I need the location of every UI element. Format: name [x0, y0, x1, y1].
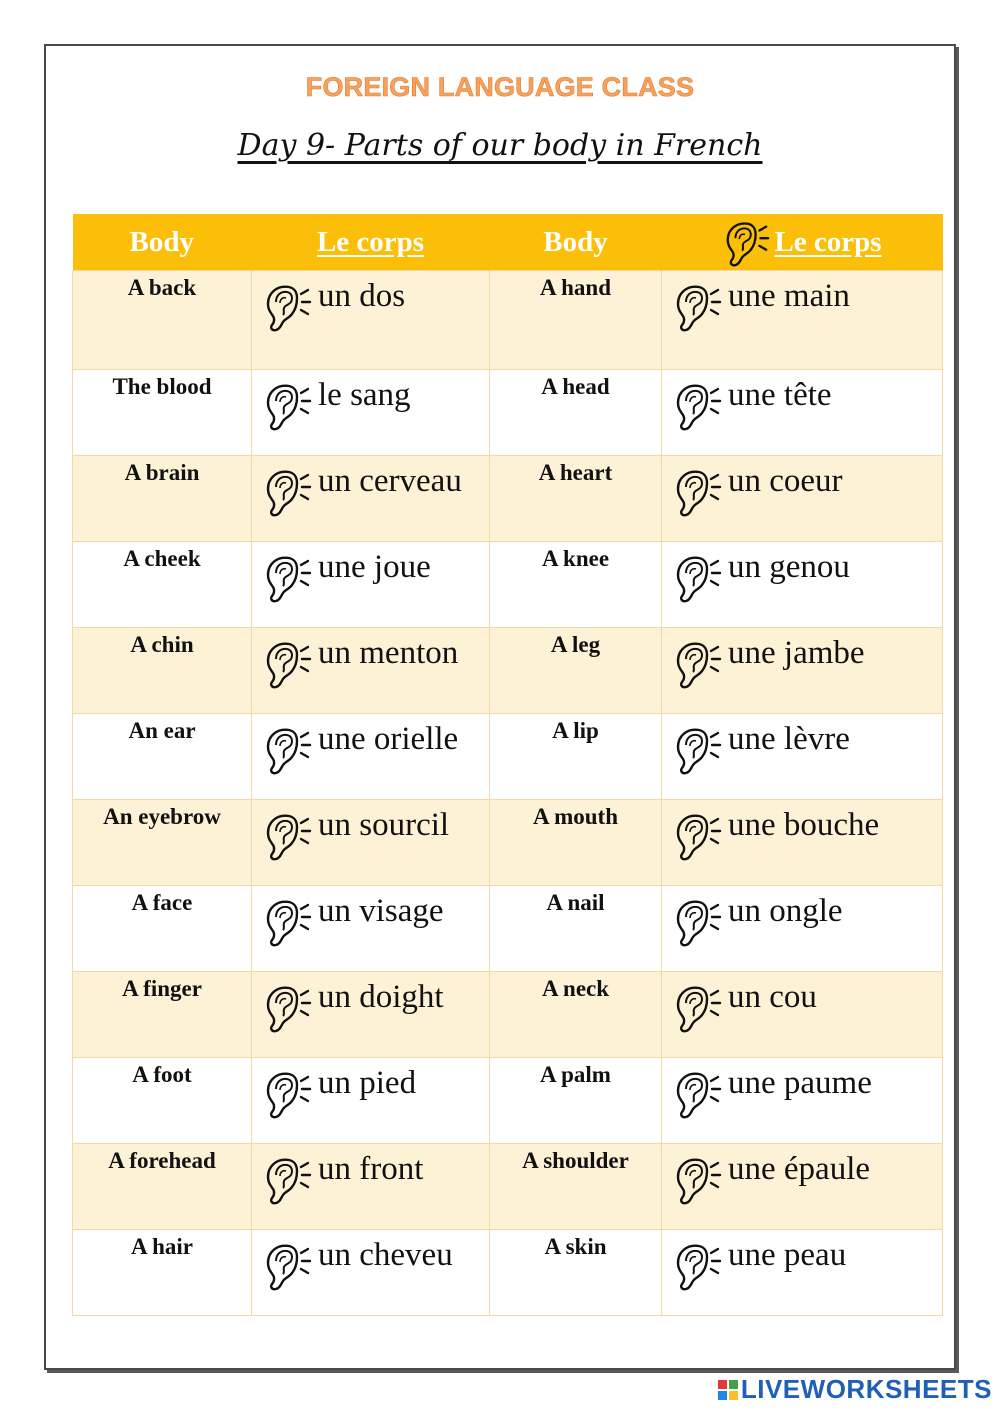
table-row [73, 1144, 943, 1230]
french-word-wrapper [662, 714, 942, 776]
french-word: une joue [318, 549, 431, 585]
ear-audio-icon[interactable] [262, 638, 312, 690]
english-word: A hair [73, 1230, 252, 1316]
ear-audio-icon[interactable] [262, 810, 312, 862]
french-word-cell [662, 1230, 943, 1316]
french-word-wrapper [662, 456, 942, 518]
french-word-cell [662, 542, 943, 628]
french-word: une orielle [318, 721, 459, 757]
ear-audio-icon[interactable] [672, 810, 722, 862]
ear-audio-icon[interactable] [262, 1068, 312, 1120]
ear-audio-icon[interactable] [722, 218, 770, 268]
french-word-wrapper [252, 886, 489, 948]
ear-audio-icon[interactable] [262, 1240, 312, 1292]
french-word-wrapper [252, 542, 489, 604]
french-word-cell [252, 271, 490, 370]
english-word: The blood [73, 370, 252, 456]
liveworksheets-logo [717, 1374, 992, 1405]
french-word-cell [662, 972, 943, 1058]
lesson-title-text: Day 9- Parts of our body in French [237, 128, 763, 163]
column-header-le-corps-1 [252, 214, 490, 271]
french-word-wrapper [252, 628, 489, 690]
french-word-wrapper [662, 886, 942, 948]
french-word-wrapper [252, 1144, 489, 1206]
french-word-cell [662, 886, 943, 972]
french-word: une paume [728, 1065, 872, 1101]
table-row [73, 800, 943, 886]
french-word: un doight [318, 979, 444, 1015]
english-word: A skin [490, 1230, 662, 1316]
lesson-title [0, 128, 1000, 163]
french-word: un sourcil [318, 807, 450, 843]
french-word-cell [252, 1144, 490, 1230]
french-word: une lèvre [728, 721, 850, 757]
english-word: A chin [73, 628, 252, 714]
french-word-cell [252, 370, 490, 456]
french-word-wrapper [252, 456, 489, 518]
table-row [73, 714, 943, 800]
french-word: un cheveu [318, 1237, 453, 1273]
english-word: A knee [490, 542, 662, 628]
table-row [73, 542, 943, 628]
column-header-body-2: Body [490, 214, 662, 271]
french-word: une peau [728, 1237, 847, 1273]
french-word-cell [662, 1144, 943, 1230]
french-word: une bouche [728, 807, 880, 843]
english-word: A brain [73, 456, 252, 542]
french-word-cell [662, 271, 943, 370]
french-word-cell [252, 456, 490, 542]
french-word: une jambe [728, 635, 865, 671]
french-word-wrapper [252, 271, 489, 333]
english-word: A hand [490, 271, 662, 370]
ear-audio-icon[interactable] [262, 281, 312, 333]
ear-audio-icon[interactable] [672, 380, 722, 432]
french-word: un cou [728, 979, 817, 1015]
french-word-cell [662, 714, 943, 800]
french-word: une tête [728, 377, 832, 413]
french-word-cell [252, 714, 490, 800]
vocabulary-table [72, 214, 943, 1316]
table-header-row [73, 214, 943, 271]
french-word-cell [662, 800, 943, 886]
french-word-wrapper [662, 1144, 942, 1206]
table-row [73, 370, 943, 456]
french-word-wrapper [662, 370, 942, 432]
column-header-le-corps-link[interactable]: Le corps [316, 225, 425, 258]
french-word-wrapper [252, 1230, 489, 1292]
ear-audio-icon[interactable] [672, 638, 722, 690]
english-word: A face [73, 886, 252, 972]
french-word-cell [662, 370, 943, 456]
english-word: A palm [490, 1058, 662, 1144]
french-word-cell [252, 972, 490, 1058]
french-word-wrapper [252, 714, 489, 776]
ear-audio-icon[interactable] [672, 896, 722, 948]
table-row [73, 271, 943, 370]
french-word: un coeur [728, 463, 843, 499]
english-word: A finger [73, 972, 252, 1058]
french-word-wrapper [662, 972, 942, 1034]
ear-audio-icon[interactable] [672, 724, 722, 776]
english-word: A cheek [73, 542, 252, 628]
ear-audio-icon[interactable] [672, 466, 722, 518]
class-title: FOREIGN LANGUAGE CLASS [305, 72, 695, 102]
ear-audio-icon[interactable] [262, 466, 312, 518]
column-header-body-1: Body [73, 214, 252, 271]
ear-audio-icon[interactable] [672, 281, 722, 333]
table-row [73, 886, 943, 972]
english-word: A nail [490, 886, 662, 972]
french-word-wrapper [252, 370, 489, 432]
english-word: A lip [490, 714, 662, 800]
english-word: A forehead [73, 1144, 252, 1230]
french-word-wrapper [252, 800, 489, 862]
french-word-cell [662, 628, 943, 714]
english-word: A foot [73, 1058, 252, 1144]
french-word: le sang [318, 377, 411, 413]
english-word: A mouth [490, 800, 662, 886]
french-word-cell [252, 1230, 490, 1316]
french-word-cell [252, 1058, 490, 1144]
table-row [73, 456, 943, 542]
french-word: une épaule [728, 1151, 871, 1187]
french-word: un visage [318, 893, 444, 929]
french-word-wrapper [662, 1230, 942, 1292]
french-word: un pied [318, 1065, 417, 1101]
french-word: un cerveau [318, 463, 462, 499]
french-word-wrapper [662, 542, 942, 604]
french-word: un dos [318, 278, 406, 314]
french-word-cell [252, 628, 490, 714]
ear-audio-icon[interactable] [262, 724, 312, 776]
ear-audio-icon[interactable] [262, 982, 312, 1034]
ear-audio-icon[interactable] [262, 380, 312, 432]
english-word: An eyebrow [73, 800, 252, 886]
table-row [73, 1230, 943, 1316]
french-word-wrapper [252, 1058, 489, 1120]
ear-audio-icon[interactable] [672, 552, 722, 604]
french-word: un menton [318, 635, 459, 671]
logo-text: LIVEWORKSHEETS [740, 1374, 992, 1404]
french-word: un ongle [728, 893, 843, 929]
english-word: A head [490, 370, 662, 456]
french-word-cell [252, 542, 490, 628]
french-word: un front [318, 1151, 424, 1187]
french-word: une main [728, 278, 850, 314]
ear-audio-icon[interactable] [262, 1154, 312, 1206]
french-word: un genou [728, 549, 850, 585]
table-row [73, 972, 943, 1058]
english-word: A heart [490, 456, 662, 542]
ear-audio-icon[interactable] [262, 552, 312, 604]
french-word-wrapper [252, 972, 489, 1034]
french-word-wrapper [662, 1058, 942, 1120]
ear-audio-icon[interactable] [672, 982, 722, 1034]
french-word-wrapper [662, 271, 942, 333]
table-row [73, 1058, 943, 1144]
column-header-le-corps-2 [662, 214, 943, 271]
ear-audio-icon[interactable] [262, 896, 312, 948]
english-word: A neck [490, 972, 662, 1058]
ear-audio-icon[interactable] [672, 1068, 722, 1120]
english-word: A leg [490, 628, 662, 714]
french-word-cell [662, 1058, 943, 1144]
liveworksheets-logo-icon [717, 1379, 739, 1401]
french-word-cell [662, 456, 943, 542]
column-header-le-corps-link[interactable]: Le corps [774, 225, 882, 258]
table-row [73, 628, 943, 714]
french-word-wrapper [662, 800, 942, 862]
english-word: An ear [73, 714, 252, 800]
ear-audio-icon[interactable] [672, 1240, 722, 1292]
english-word: A back [73, 271, 252, 370]
french-word-cell [252, 886, 490, 972]
ear-audio-icon[interactable] [672, 1154, 722, 1206]
french-word-wrapper [662, 628, 942, 690]
english-word: A shoulder [490, 1144, 662, 1230]
french-word-cell [252, 800, 490, 886]
